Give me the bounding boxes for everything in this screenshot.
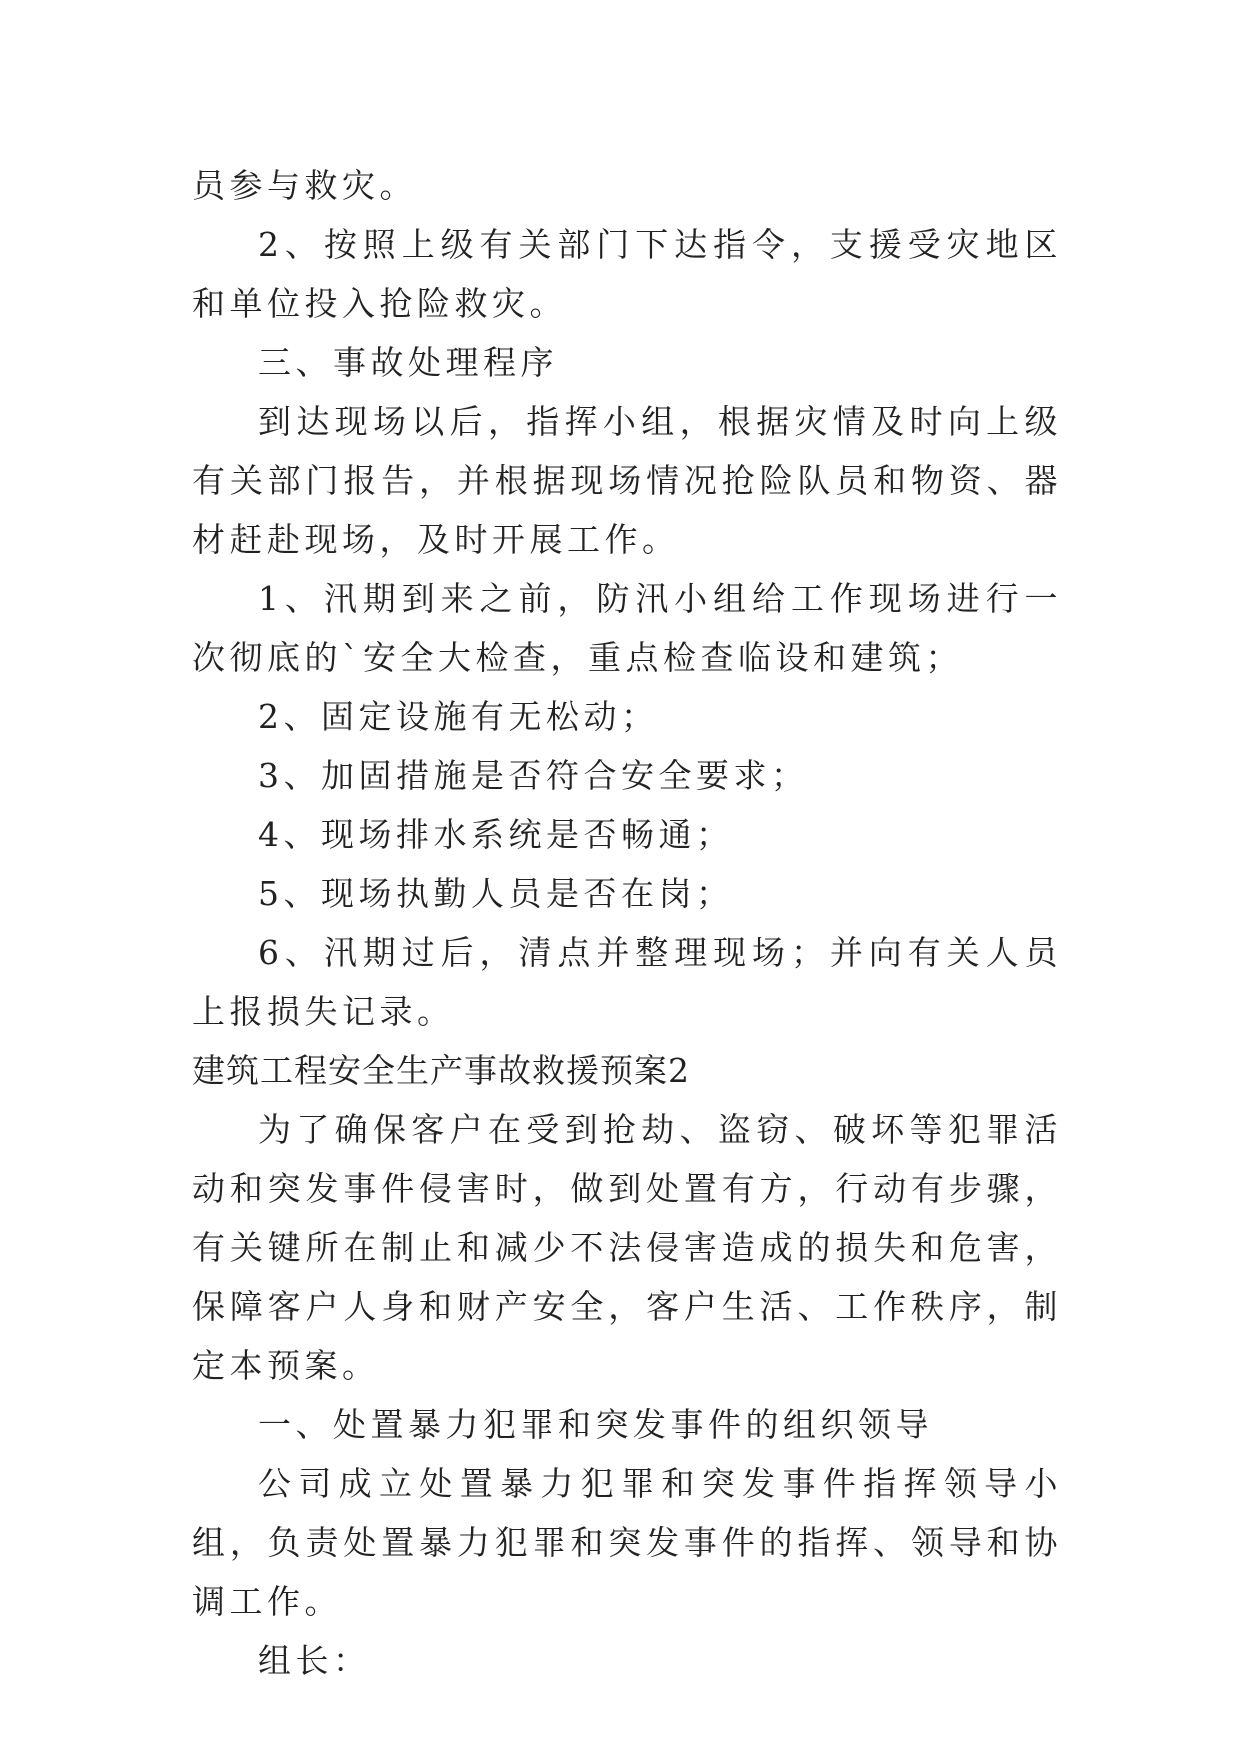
document-title: 建筑工程安全生产事故救援预案2: [192, 1051, 690, 1090]
list-item: 2、固定设施有无松动；: [258, 697, 659, 736]
paragraph: 员参与救灾。: [192, 166, 417, 205]
paragraph: 组长：: [258, 1641, 371, 1680]
section-heading: 一、处置暴力犯罪和突发事件的组织领导: [258, 1405, 933, 1444]
paragraph: 2、按照上级有关部门下达指令，支援受灾地区和单位投入抢险救灾。: [192, 225, 1062, 323]
paragraph: 为了确保客户在受到抢劫、盗窃、破坏等犯罪活动和突发事件侵害时，做到处置有方，行动有步骤，有关键所在制止和减少不法侵害造成的损失和危害，保障客户人身和财产安全，客户生活、工作秩序，制定本预案。: [192, 1110, 1062, 1385]
list-item: 1、汛期到来之前，防汛小组给工作现场进行一次彻底的`安全大检查，重点检查临设和建筑；: [192, 579, 1062, 677]
list-item: 4、现场排水系统是否畅通；: [258, 815, 734, 854]
paragraph: 到达现场以后，指挥小组，根据灾情及时向上级有关部门报告，并根据现场情况抢险队员和物资、器材赶赴现场，及时开展工作。: [192, 402, 1062, 559]
section-heading: 三、事故处理程序: [258, 343, 558, 382]
list-item: 3、加固措施是否符合安全要求；: [258, 756, 809, 795]
document-body: [192, 156, 1062, 1690]
list-item: 5、现场执勤人员是否在岗；: [258, 874, 734, 913]
paragraph: 公司成立处置暴力犯罪和突发事件指挥领导小组，负责处置暴力犯罪和突发事件的指挥、领导和协调工作。: [192, 1464, 1062, 1621]
list-item: 6、汛期过后，清点并整理现场；并向有关人员上报损失记录。: [192, 933, 1062, 1031]
